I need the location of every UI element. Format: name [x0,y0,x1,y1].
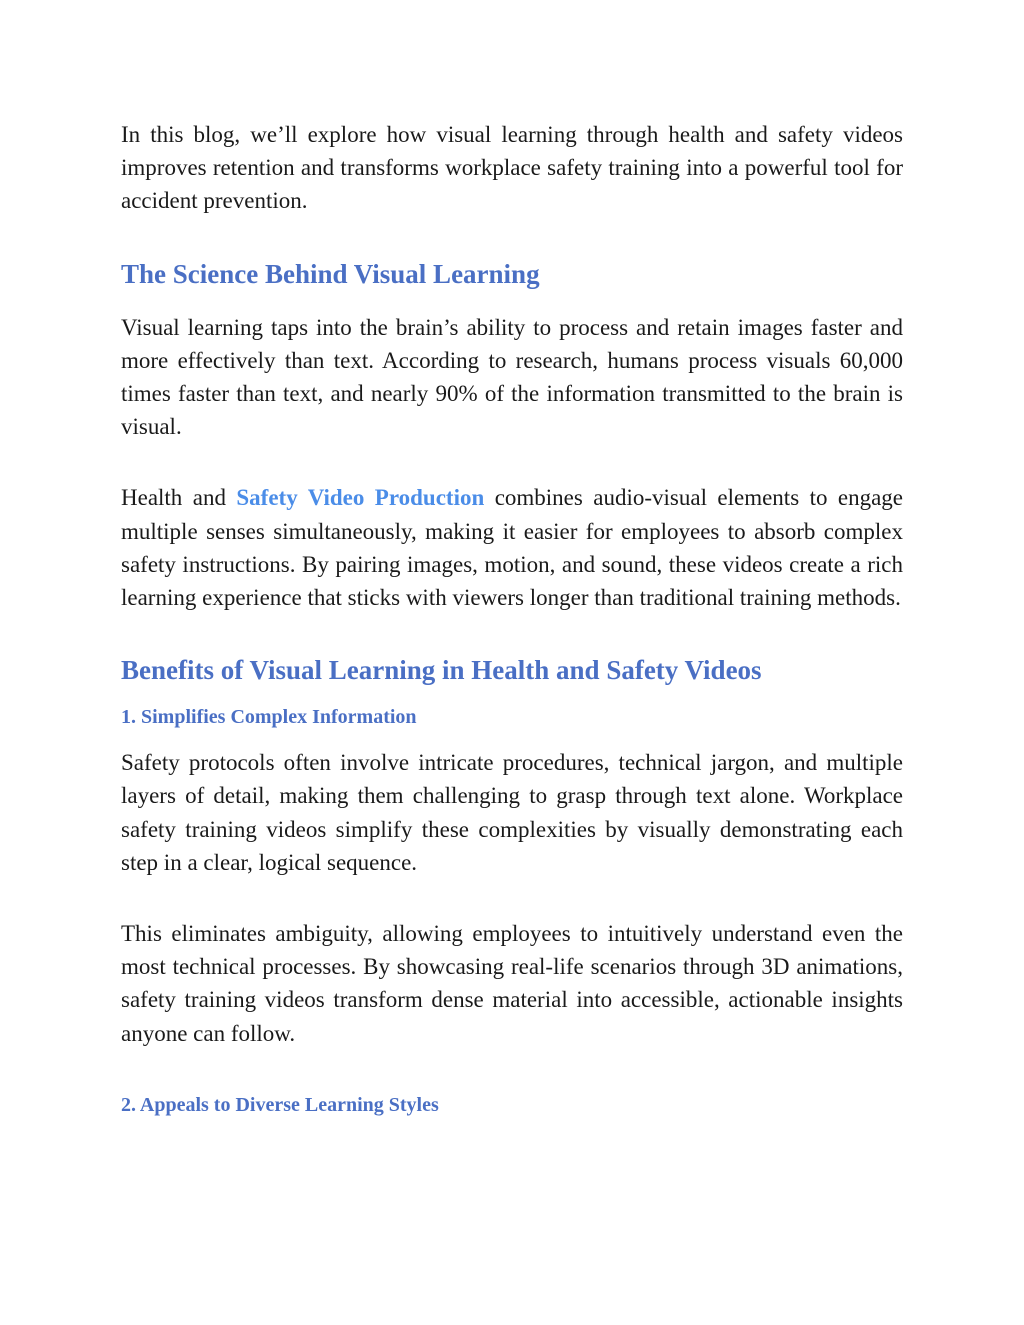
intro-paragraph: In this blog, we’ll explore how visual learning through health and safety videos improves retention and transforms workplace safety training into a powerful tool for accident prevention. [121,122,903,214]
science-paragraph-2 [121,481,903,614]
benefits-heading: Benefits of Visual Learning in Health and Safety Videos [121,655,762,686]
science-paragraph-1: Visual learning taps into the brain’s ability to process and retain images faster and more effectively than text. According to research, humans process visuals 60,000 times faster than text, and nearly 90% of the information transmitted to the brain is visual. [121,314,903,440]
science-paragraph-2-end: combines audio-visual elements to engage multiple senses simultaneously, making it easier for employees to absorb complex safety instructions. By pairing images, motion, and sound, these videos create a rich learning experience that sticks with viewers longer than traditional training methods. [121,485,904,611]
benefit-2-heading: 2. Appeals to Diverse Learning Styles [121,1093,439,1116]
science-heading: The Science Behind Visual Learning [121,258,540,289]
safety-video-production-link[interactable]: Safety Video Production [236,485,485,511]
benefit-1-paragraph-2: This eliminates ambiguity, allowing employees to intuitively understand even the most technical processes. By showcasing real-life scenarios through 3D animations, safety training videos transform dense material into accessible, actionable insights anyone can follow. [121,921,903,1046]
benefit-1-paragraph-1: Safety protocols often involve intricate procedures, technical jargon, and multiple layers of detail, making them challenging to grasp through text alone. Workplace safety training videos simplify these complexities by visually demonstrating each step in a clear, logical sequence. [121,750,903,875]
science-paragraph-2-start: Health and [121,485,237,511]
benefit-1-heading: 1. Simplifies Complex Information [121,706,417,729]
document-page [121,118,903,1118]
